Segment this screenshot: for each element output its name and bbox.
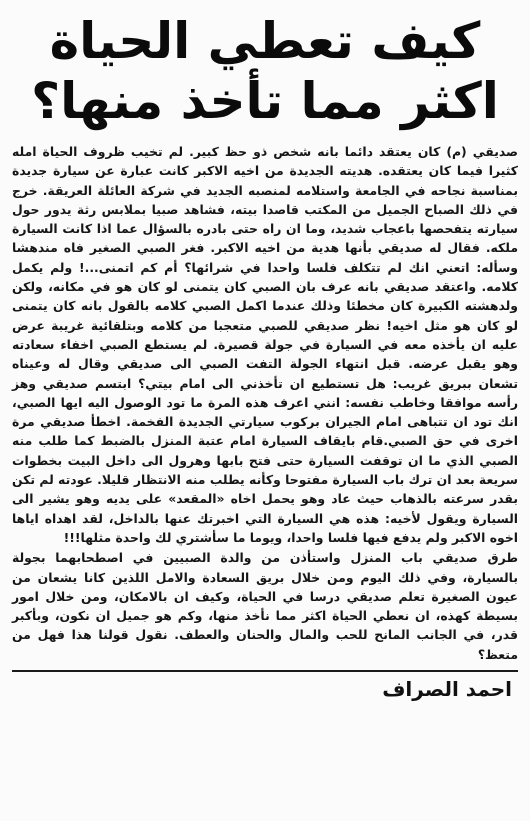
headline-line-2: اكثر مما تأخذ منها؟	[31, 72, 499, 130]
divider	[12, 670, 518, 672]
headline-line-1: كيف تعطي الحياة	[49, 12, 481, 70]
paragraph-2: طرق صديقي باب المنزل واستأذن من والدة الصبيين في اصطحابهما بجولة بالسيارة، وفي ذلك اليوم ومن خلال بريق السعادة والامل اللذين كانا يشعان من عيون الصغيرة تعلم صديقي درسا في الحياة، وكيف ان بالامكان، ومن خلال امور بسيطة كهذه، ان نعطي الحياة اكثر مما نأخذ منها، وكم هو جميل ان نكون، وبأكبر قدر، في الجانب المانح للحب والمال والحنان والعطف. نقول قولنا هذا فهل من متعظ؟	[12, 550, 518, 662]
paragraph-1: صديقي (م) كان يعتقد دائما بانه شخص ذو حظ كبير. لم تخيب ظروف الحياة امله كثيرا فيما كان يعتقده. هديته الجديدة من اخيه الاكبر كانت عبارة عن سيارة جديدة بمناسبة نجاحه في الجامعة واستلامه لمنصبه الجديد في شركة العائلة العريقة. خرج في ذلك الصباح الجميل من المكتب قاصدا بيته، فشاهد صبيا بملابس رثة يدور حول سيارته يتفحصها باعجاب شديد، وما ان راه حتى بادره بالسؤال عما اذا كانت السيارة ملكه. فقال له صديقي بأنها هدية من اخيه الاكبر. فغر الصبي الصغير فاه مندهشا وسأله: اتعني انك لم تتكلف فلسا واحدا في شرائها؟ أم كم اتمنى...! ولم يكمل كلامه. واعتقد صديقي بانه عرف بان الصبي كان يتمنى لو كان هو في مكانه، ولكن ولدهشته الكبيرة كان مخطئا وذلك عندما اكمل الصبي كلامه بالقول بانه كان يتمنى لو كان هو مثل اخيه! نظر صديقي للصبي متعجبا من كلامه وبتلقائية غريبة عرض عليه ان يأخذه معه في السيارة في جولة قصيرة. لم يستطع الصبي اخفاء سعادته وهو يقبل عرضه. قبل انتهاء الجولة التفت الصبي الى صديقي وقال له وعيناه تشعان ببريق غريب: هل تستطيع ان تأخذني الى امام بيتي؟ ابتسم صديقي وهز رأسه موافقا وخاطب نفسه: انني اعرف هذه المرة ما تود الوصول اليه ايها الصبي، انك تود ان تتباهى امام الجيران بركوب سيارتي الجديدة الفخمة. اخطأ صديقي مرة اخرى في حق الصبي.قام بايقاف السيارة امام عتبة المنزل بالضبط كما طلب منه الصبي الذي ما ان توقفت السيارة حتى فتح بابها وهرول الى داخل البيت بخطوات سريعة بعد ان ترك باب السيارة مفتوحا وكأنه يطلب منه الانتظار قليلا. عودته لم تكن بقدر سرعته بالذهاب حيث عاد وهو يحمل اخاه «المقعد» على يديه وهو يشير الى السيارة ويقول لأخيه: هذه هي السيارة التي اخبرتك عنها بالداخل، لقد اهداه اياها اخوه الاكبر ولم يدفع فيها فلسا واحدا، ويوما ما سأشتري لك واحدة مثلها!!!	[12, 144, 518, 545]
author-name: احمد الصراف	[382, 677, 512, 702]
article-body	[12, 142, 518, 664]
